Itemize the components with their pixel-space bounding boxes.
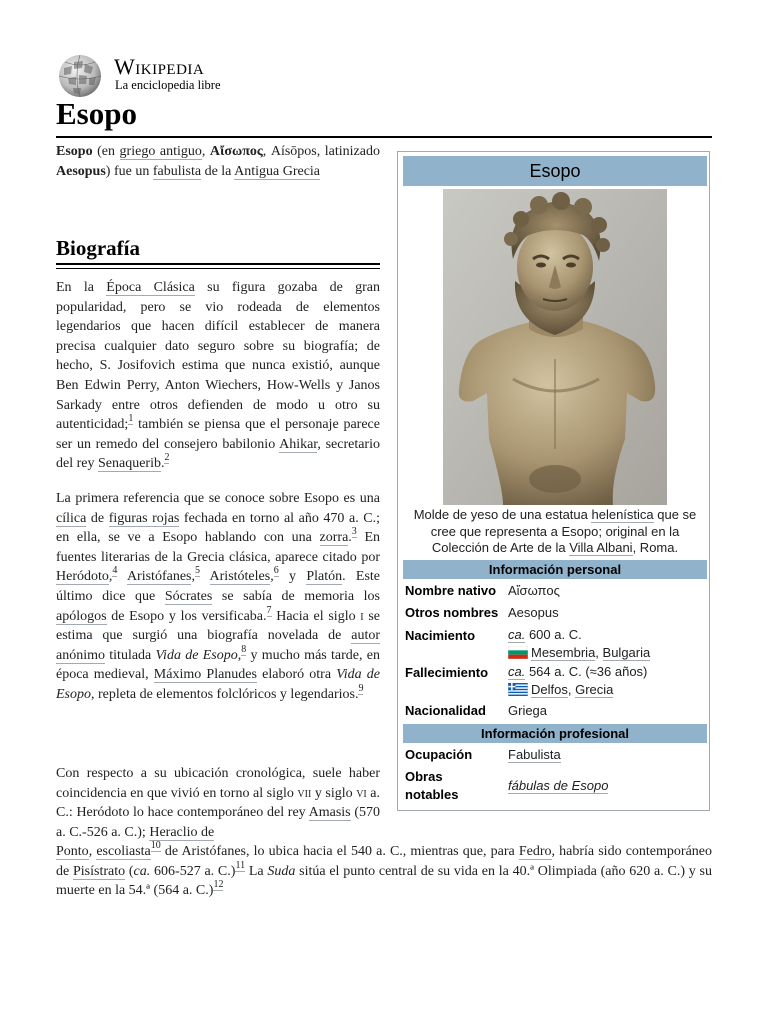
section-divider xyxy=(56,263,380,265)
text: , xyxy=(108,569,113,585)
lead-greek-name: Αἴσωπος xyxy=(209,144,263,159)
value-nombre-nativo: Αἴσωπος xyxy=(508,583,560,598)
link-griego-antiguo[interactable]: griego antiguo xyxy=(119,144,202,159)
paragraph-3-continued xyxy=(56,842,712,901)
text: (en xyxy=(92,144,120,159)
link-fabulista-infobox[interactable]: Fabulista xyxy=(508,747,561,762)
value-otros-nombres: Aesopus xyxy=(508,605,559,620)
italic-suda: Suda xyxy=(267,863,296,879)
link-cilica[interactable]: cílica xyxy=(56,510,87,526)
wordmark[interactable]: Wikipedia xyxy=(114,54,205,79)
link-ahikar[interactable]: Ahikar xyxy=(279,436,318,452)
text: , repleta de elementos folclóricos y legendarios. xyxy=(91,686,359,702)
roman-numeral: i xyxy=(360,608,364,624)
link-amasis[interactable]: Amasis xyxy=(308,805,351,821)
value-fallecimiento xyxy=(508,663,647,699)
text: , Roma. xyxy=(632,540,679,555)
text: se estima que surgió una biografía novelada de xyxy=(56,608,380,644)
ref-2[interactable]: 2 xyxy=(164,452,170,464)
text: La primera referencia que se conoce sobre Esopo es una xyxy=(56,491,380,506)
italic-title: Vida de Esopo xyxy=(56,667,381,702)
lead-bold-name: Esopo xyxy=(56,144,93,159)
text: , xyxy=(191,569,195,585)
text xyxy=(117,569,127,584)
text: Molde de yeso de una estatua xyxy=(413,507,592,522)
roman-numeral: vi xyxy=(356,785,367,801)
tagline: La enciclopedia libre xyxy=(115,78,221,92)
link-escoliasta[interactable]: escoliasta xyxy=(96,844,151,859)
link-zorra[interactable]: zorra xyxy=(319,530,349,546)
link-aristofanes[interactable]: Aristófanes xyxy=(126,569,192,585)
link-heraclio-de-ponto-cont[interactable]: Ponto xyxy=(56,844,89,859)
text: de xyxy=(86,510,109,526)
ref-7[interactable]: 7 xyxy=(266,604,272,616)
italic-title: Vida de Esopo xyxy=(155,647,238,663)
value-obras-notables xyxy=(508,777,608,795)
text: , secretario del rey xyxy=(56,436,380,472)
text: de Esopo y los versificaba. xyxy=(106,608,267,624)
text: titulada xyxy=(105,647,156,663)
text: (570 a. C.-526 a. C.); xyxy=(56,805,380,840)
text: 600 a. C. xyxy=(525,627,582,642)
link-circa[interactable]: ca. xyxy=(508,664,526,679)
text: 606-527 a. C.) xyxy=(150,863,236,879)
link-herodoto[interactable]: Heródoto xyxy=(56,569,109,585)
text: Con respecto a su ubicación cronológica, suele haber coincidencia en que vivió en torno al siglo xyxy=(56,766,380,801)
text: que se cree que representa a Esopo; original en la Colección de Arte de la xyxy=(430,507,697,555)
section-divider-thin xyxy=(56,268,380,269)
link-antigua-grecia[interactable]: Antigua Grecia xyxy=(234,163,321,179)
link-fabulista[interactable]: fabulista xyxy=(152,163,202,179)
link-heraclio-de-ponto[interactable]: Heraclio de xyxy=(149,824,215,840)
greece-flag-icon xyxy=(508,683,528,696)
ref-8[interactable]: 8 xyxy=(241,643,247,655)
text: también se piensa que el personaje parece ser un remedo del consejero babilonio xyxy=(56,417,380,452)
title-divider xyxy=(56,136,712,138)
link-platon[interactable]: Platón xyxy=(306,569,343,585)
value-nacimiento xyxy=(508,626,650,662)
link-mesembria[interactable]: Mesembria xyxy=(531,645,596,660)
label-obras-notables xyxy=(405,768,458,804)
link-villa-albani[interactable]: Villa Albani xyxy=(569,540,633,555)
text: , xyxy=(270,569,274,585)
text: , xyxy=(567,682,576,697)
label-nacimiento: Nacimiento xyxy=(405,628,476,643)
label-otros-nombres: Otros nombres xyxy=(405,605,499,620)
link-senaquerib[interactable]: Senaquerib xyxy=(97,456,161,472)
link-delfos[interactable]: Delfos xyxy=(531,682,568,697)
text xyxy=(200,569,210,584)
ref-12[interactable]: 12 xyxy=(213,879,224,891)
label-nombre-nativo: Nombre nativo xyxy=(405,583,497,598)
ref-4[interactable]: 4 xyxy=(112,565,118,577)
text: y siglo xyxy=(311,785,357,801)
page-title: Esopo xyxy=(56,96,137,131)
link-grecia[interactable]: Grecia xyxy=(575,682,614,697)
text: elaboró otra xyxy=(256,667,337,683)
text: y xyxy=(278,569,307,585)
aesop-bust-image[interactable] xyxy=(443,189,667,505)
text: , xyxy=(237,647,242,663)
text: su figura gozaba de gran popularidad, pero se vio rodeada de elementos legendarios que hacen difícil establecer de manera precisa cualquier dato seguro sobre su biografía; de hecho, S. Josifovich estima que nunca existió, aunque Ben Edwin Perry, Anton Wiechers, How-Wells y Janos Sarkady entre otros defienden de modo u otro su autenticidad; xyxy=(56,280,381,433)
text: se sabía de memoria los xyxy=(212,588,380,604)
link-aristoteles[interactable]: Aristóteles xyxy=(209,569,271,585)
lead-latin-name: Aesopus xyxy=(56,163,106,179)
label-ocupacion: Ocupación xyxy=(405,747,473,762)
text: , xyxy=(201,144,210,159)
text: . xyxy=(348,530,352,546)
text: y mucho más tarde, en época medieval, xyxy=(56,647,380,683)
bulgaria-flag-icon xyxy=(508,646,528,659)
ref-9[interactable]: 9 xyxy=(358,682,364,694)
label-line: notables xyxy=(405,787,459,802)
text: de la xyxy=(201,163,235,179)
link-maximo-planudes[interactable]: Máximo Planudes xyxy=(153,667,257,683)
link-pisistrato[interactable]: Pisístrato xyxy=(72,863,126,879)
infobox-section-personal: Información personal xyxy=(403,560,707,579)
link-helenistica[interactable]: helenística xyxy=(591,507,654,522)
link-autor-anonimo[interactable]: autor anónimo xyxy=(56,628,380,663)
ref-11[interactable]: 11 xyxy=(235,859,246,871)
ref-1[interactable]: 1 xyxy=(128,413,134,425)
text: sitúa el punto central de su vida en la 40.ª Olimpiada (año 620 a. C.) y su muerte en la 54.ª (564 a. C.) xyxy=(56,863,712,899)
infobox-title: Esopo xyxy=(403,156,707,186)
ref-10[interactable]: 10 xyxy=(150,840,161,851)
label-line: Obras xyxy=(405,769,443,784)
text: , xyxy=(595,645,603,660)
text: En la xyxy=(56,280,107,295)
lead-paragraph xyxy=(56,142,380,181)
ref-3[interactable]: 3 xyxy=(351,526,357,538)
link-circa[interactable]: ca. xyxy=(508,627,526,642)
wikipedia-globe-logo[interactable] xyxy=(56,54,104,98)
label-fallecimiento: Fallecimiento xyxy=(405,665,489,680)
text: . Este último dice que xyxy=(56,569,381,604)
text: 564 a. C. (≈36 años) xyxy=(525,664,648,679)
link-epoca-clasica[interactable]: Época Clásica xyxy=(106,280,195,295)
link-bulgaria[interactable]: Bulgaria xyxy=(602,645,651,660)
link-fedro[interactable]: Fedro xyxy=(518,844,552,859)
value-ocupacion xyxy=(508,746,561,764)
italic-abbrev: ca. xyxy=(133,863,151,879)
paragraph-1 xyxy=(56,278,380,474)
label-nacionalidad: Nacionalidad xyxy=(405,703,486,718)
link-socrates[interactable]: Sócrates xyxy=(164,588,213,604)
text: , habría sido contemporáneo de xyxy=(56,844,713,879)
text: fechada en torno al año 470 a. C.; en ella, se ve a Esopo hablando con una xyxy=(56,510,381,546)
text: ) fue un xyxy=(105,163,153,179)
link-figuras-rojas[interactable]: figuras rojas xyxy=(108,510,180,526)
paragraph-2 xyxy=(56,489,380,705)
value-nacionalidad: Griega xyxy=(508,703,548,718)
link-apologos[interactable]: apólogos xyxy=(56,608,107,624)
text: . xyxy=(160,456,165,472)
link-fabulas-de-esopo[interactable]: fábulas de Esopo xyxy=(508,778,609,793)
text: , xyxy=(88,844,97,859)
text: a. C.: Heródoto lo hace contemporáneo del rey xyxy=(56,785,381,821)
text: ( xyxy=(125,863,134,879)
section-heading-biografia: Biografía xyxy=(56,236,140,260)
paragraph-3 xyxy=(56,764,380,842)
roman-numeral: vii xyxy=(297,785,312,801)
image-caption xyxy=(406,507,704,557)
text: , Aísōpos, latinizado xyxy=(262,144,380,159)
infobox xyxy=(397,151,710,811)
ref-5[interactable]: 5 xyxy=(194,565,200,577)
text: En fuentes literarias de la Grecia clásica, aparece citado por xyxy=(56,530,380,565)
text: de Aristófanes, lo ubica hacia el 540 a. C., mientras que, para xyxy=(160,844,519,859)
text: Hacia el siglo xyxy=(271,608,361,624)
text: La xyxy=(245,863,268,879)
ref-6[interactable]: 6 xyxy=(273,565,279,577)
infobox-section-profesional: Información profesional xyxy=(403,724,707,743)
